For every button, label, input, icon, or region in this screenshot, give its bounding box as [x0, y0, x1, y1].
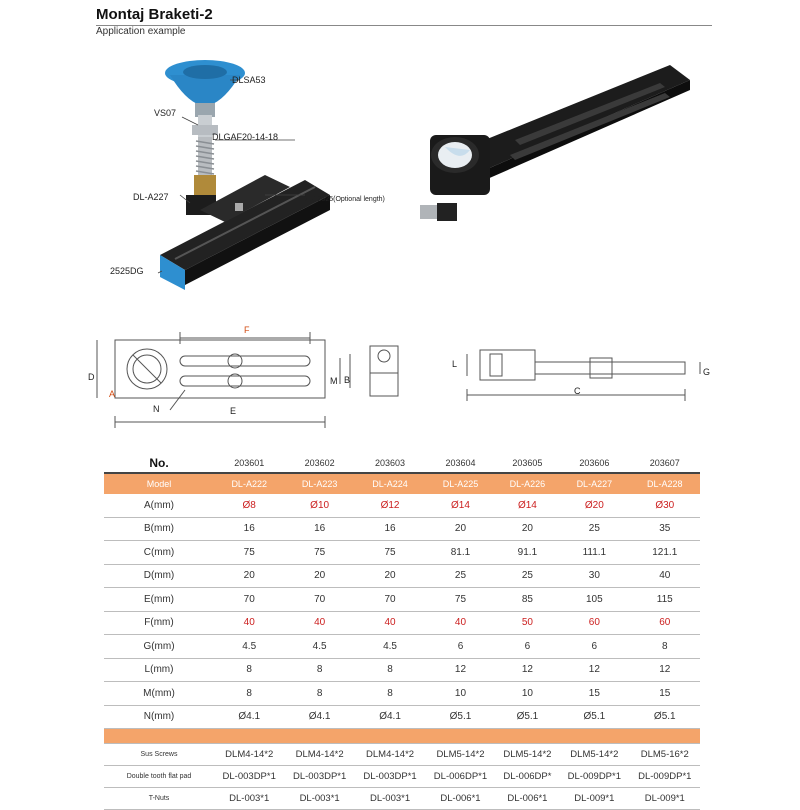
- value-cell: Ø5.1: [630, 705, 700, 729]
- accessory-value-cell: DLM5-14*2: [425, 744, 495, 766]
- row-label-cell: G(mm): [104, 635, 214, 659]
- row-label-cell: D(mm): [104, 564, 214, 588]
- row-label-cell: C(mm): [104, 541, 214, 565]
- table-row: [104, 658, 700, 682]
- accessory-value-cell: DLM4-14*2: [214, 744, 284, 766]
- value-cell: 75: [355, 541, 425, 565]
- accessory-label-cell: Sus Screws: [104, 744, 214, 766]
- value-cell: 70: [284, 588, 354, 612]
- value-cell: 40: [630, 564, 700, 588]
- value-cell: Ø10: [284, 494, 354, 517]
- value-cell: 16: [214, 517, 284, 541]
- value-cell: 75: [425, 588, 495, 612]
- value-cell: 12: [630, 658, 700, 682]
- value-cell: 35: [630, 517, 700, 541]
- value-cell: Ø30: [630, 494, 700, 517]
- accessory-value-cell: DL-006*1: [425, 788, 495, 810]
- accessory-value-cell: DL-003*1: [355, 788, 425, 810]
- value-cell: 70: [355, 588, 425, 612]
- table-row: [104, 517, 700, 541]
- value-cell: 16: [284, 517, 354, 541]
- technical-drawing-side: [445, 340, 715, 415]
- value-cell: 10: [496, 682, 559, 706]
- accessory-value-cell: DLM5-14*2: [496, 744, 559, 766]
- value-cell: 40: [355, 611, 425, 635]
- value-cell: 25: [496, 564, 559, 588]
- value-cell: 20: [284, 564, 354, 588]
- dim-label-l: L: [452, 359, 458, 369]
- value-cell: 20: [355, 564, 425, 588]
- dim-label-f: F: [244, 325, 250, 335]
- value-cell: Ø4.1: [214, 705, 284, 729]
- value-cell: 15: [630, 682, 700, 706]
- accessory-value-cell: DL-006DP*: [496, 766, 559, 788]
- accessory-value-cell: DL-003DP*1: [355, 766, 425, 788]
- value-cell: Ø14: [496, 494, 559, 517]
- value-cell: 111.1: [559, 541, 629, 565]
- part-number-cell: 203607: [630, 453, 700, 473]
- table-row: [104, 541, 700, 565]
- accessory-value-cell: DL-009DP*1: [630, 766, 700, 788]
- value-cell: 75: [214, 541, 284, 565]
- value-cell: 81.1: [425, 541, 495, 565]
- accessory-value-cell: DL-009DP*1: [559, 766, 629, 788]
- accessory-value-cell: DL-003DP*1: [214, 766, 284, 788]
- no-label-cell: No.: [104, 453, 214, 473]
- title-divider: [96, 25, 712, 26]
- value-cell: 8: [355, 658, 425, 682]
- table-row: [104, 494, 700, 517]
- accessory-row: [104, 766, 700, 788]
- value-cell: 12: [559, 658, 629, 682]
- value-cell: 70: [214, 588, 284, 612]
- part-number-cell: 203606: [559, 453, 629, 473]
- value-cell: 12: [496, 658, 559, 682]
- callout-dla227: DL-A227: [133, 192, 169, 202]
- dim-label-a: A: [109, 389, 116, 399]
- value-cell: 6: [425, 635, 495, 659]
- value-cell: 8: [284, 682, 354, 706]
- value-cell: Ø4.1: [355, 705, 425, 729]
- model-row: [104, 473, 700, 494]
- value-cell: 6: [496, 635, 559, 659]
- value-cell: 4.5: [355, 635, 425, 659]
- value-cell: 15: [559, 682, 629, 706]
- value-cell: 8: [355, 682, 425, 706]
- accessory-value-cell: DL-003*1: [214, 788, 284, 810]
- value-cell: 12: [425, 658, 495, 682]
- accessory-value-cell: DL-006*1: [496, 788, 559, 810]
- row-label-cell: L(mm): [104, 658, 214, 682]
- accessory-value-cell: DLM4-14*2: [355, 744, 425, 766]
- value-cell: Ø12: [355, 494, 425, 517]
- accessory-label-cell: Double tooth flat pad: [104, 766, 214, 788]
- value-cell: 8: [214, 658, 284, 682]
- value-cell: 4.5: [284, 635, 354, 659]
- table-header-row: [104, 453, 700, 473]
- value-cell: Ø4.1: [284, 705, 354, 729]
- value-cell: Ø14: [425, 494, 495, 517]
- callout-2525dg: 2525DG: [110, 266, 144, 276]
- table-row: [104, 682, 700, 706]
- value-cell: 60: [630, 611, 700, 635]
- value-cell: 20: [214, 564, 284, 588]
- row-label-cell: N(mm): [104, 705, 214, 729]
- value-cell: 91.1: [496, 541, 559, 565]
- accessories-divider: [104, 729, 700, 744]
- accessory-label-cell: T-Nuts: [104, 788, 214, 810]
- value-cell: Ø5.1: [559, 705, 629, 729]
- accessory-value-cell: DL-003*1: [284, 788, 354, 810]
- part-number-cell: 203602: [284, 453, 354, 473]
- model-cell: DL-A223: [284, 473, 354, 494]
- value-cell: 60: [559, 611, 629, 635]
- model-cell: DL-A227: [559, 473, 629, 494]
- callout-dlgaf: DLGAF20-14-18: [212, 132, 279, 142]
- accessory-value-cell: DLM5-16*2: [630, 744, 700, 766]
- part-number-cell: 203604: [425, 453, 495, 473]
- accessory-value-cell: DL-006DP*1: [425, 766, 495, 788]
- value-cell: 8: [630, 635, 700, 659]
- accessory-row: [104, 788, 700, 810]
- value-cell: Ø5.1: [496, 705, 559, 729]
- row-label-cell: F(mm): [104, 611, 214, 635]
- value-cell: 20: [425, 517, 495, 541]
- value-cell: 105: [559, 588, 629, 612]
- value-cell: Ø5.1: [425, 705, 495, 729]
- dim-label-g: G: [703, 367, 711, 377]
- table-row: [104, 564, 700, 588]
- accessories-divider-row: [104, 729, 700, 744]
- model-cell: DL-A222: [214, 473, 284, 494]
- part-number-cell: 203601: [214, 453, 284, 473]
- value-cell: 75: [284, 541, 354, 565]
- part-number-cell: 203605: [496, 453, 559, 473]
- value-cell: Ø8: [214, 494, 284, 517]
- value-cell: 4.5: [214, 635, 284, 659]
- value-cell: 8: [284, 658, 354, 682]
- value-cell: 40: [425, 611, 495, 635]
- dim-label-b: B: [344, 375, 351, 385]
- product-photo: [415, 55, 715, 245]
- dim-label-e: E: [230, 406, 237, 416]
- dim-label-c: C: [574, 386, 581, 396]
- value-cell: 16: [355, 517, 425, 541]
- model-cell: DL-A226: [496, 473, 559, 494]
- table-row: [104, 635, 700, 659]
- value-cell: 121.1: [630, 541, 700, 565]
- value-cell: 25: [425, 564, 495, 588]
- value-cell: 40: [284, 611, 354, 635]
- value-cell: 40: [214, 611, 284, 635]
- table-row: [104, 705, 700, 729]
- dim-label-d: D: [88, 372, 95, 382]
- table-row: [104, 611, 700, 635]
- accessory-row: [104, 744, 700, 766]
- page-subtitle: Application example: [96, 26, 186, 37]
- value-cell: 10: [425, 682, 495, 706]
- value-cell: 20: [496, 517, 559, 541]
- row-label-cell: E(mm): [104, 588, 214, 612]
- table-row: [104, 588, 700, 612]
- callout-dlsa53: DLSA53: [232, 75, 266, 85]
- accessory-value-cell: DL-009*1: [559, 788, 629, 810]
- callout-vs07: VS07: [154, 108, 177, 118]
- accessory-value-cell: DL-003DP*1: [284, 766, 354, 788]
- dim-label-m: M: [330, 376, 338, 386]
- row-label-cell: A(mm): [104, 494, 214, 517]
- model-label-cell: Model: [104, 473, 214, 494]
- value-cell: 115: [630, 588, 700, 612]
- value-cell: 8: [214, 682, 284, 706]
- specification-table: [104, 453, 700, 810]
- value-cell: 30: [559, 564, 629, 588]
- dim-label-n: N: [153, 404, 160, 414]
- value-cell: 50: [496, 611, 559, 635]
- model-cell: DL-A228: [630, 473, 700, 494]
- accessory-value-cell: DLM5-14*2: [559, 744, 629, 766]
- row-label-cell: M(mm): [104, 682, 214, 706]
- model-cell: DL-A225: [425, 473, 495, 494]
- value-cell: 6: [559, 635, 629, 659]
- value-cell: 85: [496, 588, 559, 612]
- page-title: Montaj Braketi-2: [96, 6, 213, 23]
- row-label-cell: B(mm): [104, 517, 214, 541]
- model-cell: DL-A224: [355, 473, 425, 494]
- part-number-cell: 203603: [355, 453, 425, 473]
- value-cell: 25: [559, 517, 629, 541]
- callout-dlf2525: DLF-2525(Optional length): [302, 196, 385, 203]
- technical-drawing-top: [85, 318, 425, 433]
- accessory-value-cell: DL-009*1: [630, 788, 700, 810]
- value-cell: Ø20: [559, 494, 629, 517]
- accessory-value-cell: DLM4-14*2: [284, 744, 354, 766]
